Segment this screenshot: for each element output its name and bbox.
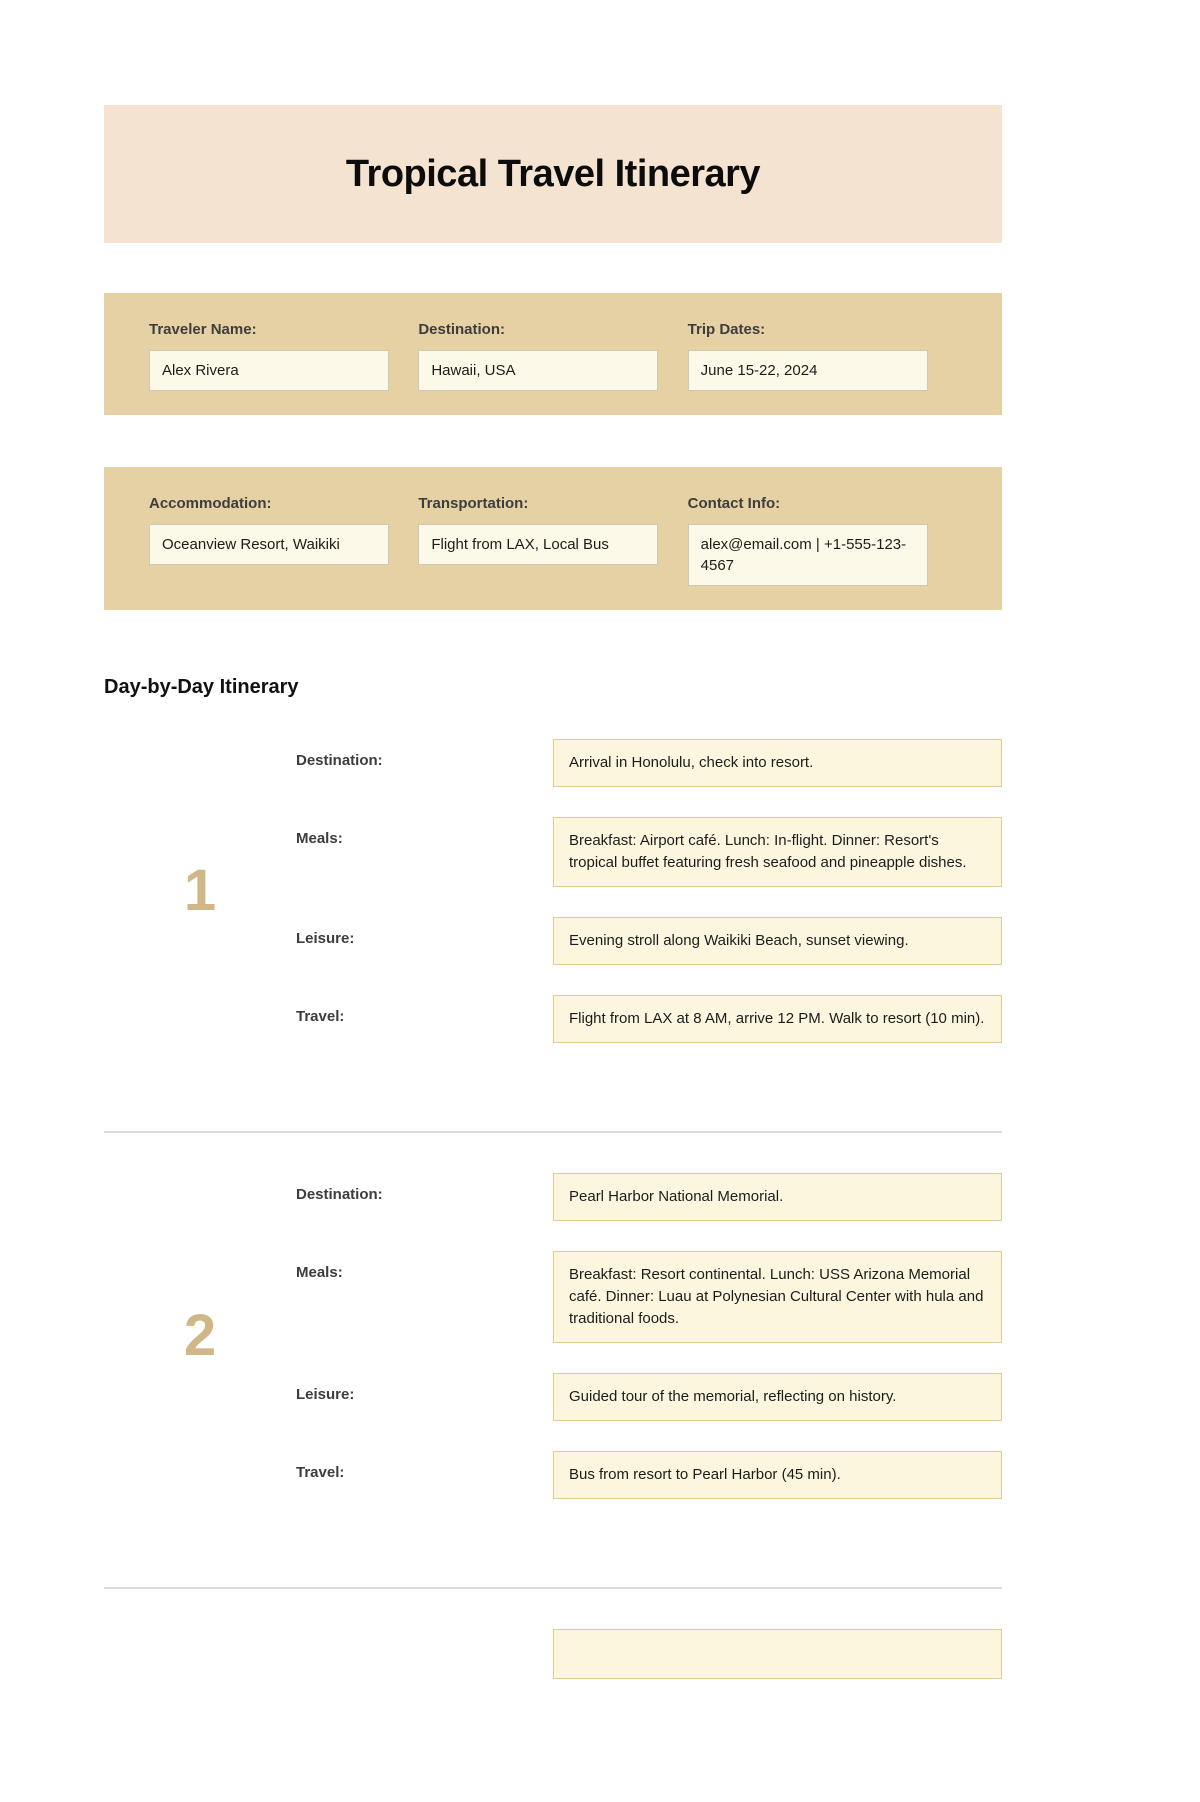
day-3-destination-input[interactable] [553, 1629, 1002, 1679]
trip-info-panel [104, 293, 1002, 415]
day-1-destination-label: Destination: [296, 752, 383, 769]
day-1-travel-label: Travel: [296, 1008, 345, 1025]
destination-label: Destination: [418, 321, 505, 338]
traveler-name-label: Traveler Name: [149, 321, 257, 338]
trip-dates-input[interactable]: June 15-22, 2024 [688, 350, 928, 391]
day-1-meals-input[interactable]: Breakfast: Airport café. Lunch: In-flight. Dinner: Resort's tropical buffet featuring fresh seafood and pineapple dishes. [553, 817, 1002, 887]
day-1-destination-input[interactable]: Arrival in Honolulu, check into resort. [553, 739, 1002, 787]
day-2-meals-label: Meals: [296, 1264, 343, 1281]
document-header [104, 105, 1002, 243]
itinerary-heading: Day-by-Day Itinerary [104, 676, 299, 698]
transportation-input[interactable]: Flight from LAX, Local Bus [418, 524, 658, 565]
traveler-name-field [149, 321, 418, 391]
transportation-field [418, 495, 687, 586]
day-1-number: 1 [183, 858, 217, 923]
accommodation-input[interactable]: Oceanview Resort, Waikiki [149, 524, 389, 565]
day-1-leisure-label: Leisure: [296, 930, 355, 947]
destination-field [418, 321, 687, 391]
day-1-meals-label: Meals: [296, 830, 343, 847]
day-1-section [104, 699, 1002, 1131]
logistics-panel [104, 467, 1002, 610]
contact-info-input[interactable]: alex@email.com | +1-555-123-4567 [688, 524, 928, 586]
day-2-destination-label: Destination: [296, 1186, 383, 1203]
contact-info-field [688, 495, 957, 586]
day-2-leisure-input[interactable]: Guided tour of the memorial, reflecting on history. [553, 1373, 1002, 1421]
day-2-section [104, 1133, 1002, 1587]
contact-info-label: Contact Info: [687, 495, 781, 512]
day-3-destination-label [296, 1629, 553, 1679]
traveler-name-input[interactable]: Alex Rivera [149, 350, 389, 391]
day-2-travel-input[interactable]: Bus from resort to Pearl Harbor (45 min). [553, 1451, 1002, 1499]
day-2-travel-label: Travel: [296, 1464, 345, 1481]
day-3-section [104, 1589, 1002, 1679]
accommodation-label: Accommodation: [149, 495, 272, 512]
day-2-number: 2 [183, 1303, 217, 1368]
transportation-label: Transportation: [418, 495, 529, 512]
destination-input[interactable]: Hawaii, USA [418, 350, 658, 391]
accommodation-field [149, 495, 418, 586]
itinerary-document [104, 105, 1002, 1679]
day-1-travel-input[interactable]: Flight from LAX at 8 AM, arrive 12 PM. Walk to resort (10 min). [553, 995, 1002, 1043]
day-2-leisure-label: Leisure: [296, 1386, 355, 1403]
day-2-meals-input[interactable]: Breakfast: Resort continental. Lunch: USS Arizona Memorial café. Dinner: Luau at Polynesian Cultural Center with hula and traditional foods. [553, 1251, 1002, 1343]
trip-dates-label: Trip Dates: [687, 321, 766, 338]
trip-dates-field [688, 321, 957, 391]
page-title: Tropical Travel Itinerary [345, 152, 761, 195]
day-2-destination-input[interactable]: Pearl Harbor National Memorial. [553, 1173, 1002, 1221]
day-1-leisure-input[interactable]: Evening stroll along Waikiki Beach, sunset viewing. [553, 917, 1002, 965]
